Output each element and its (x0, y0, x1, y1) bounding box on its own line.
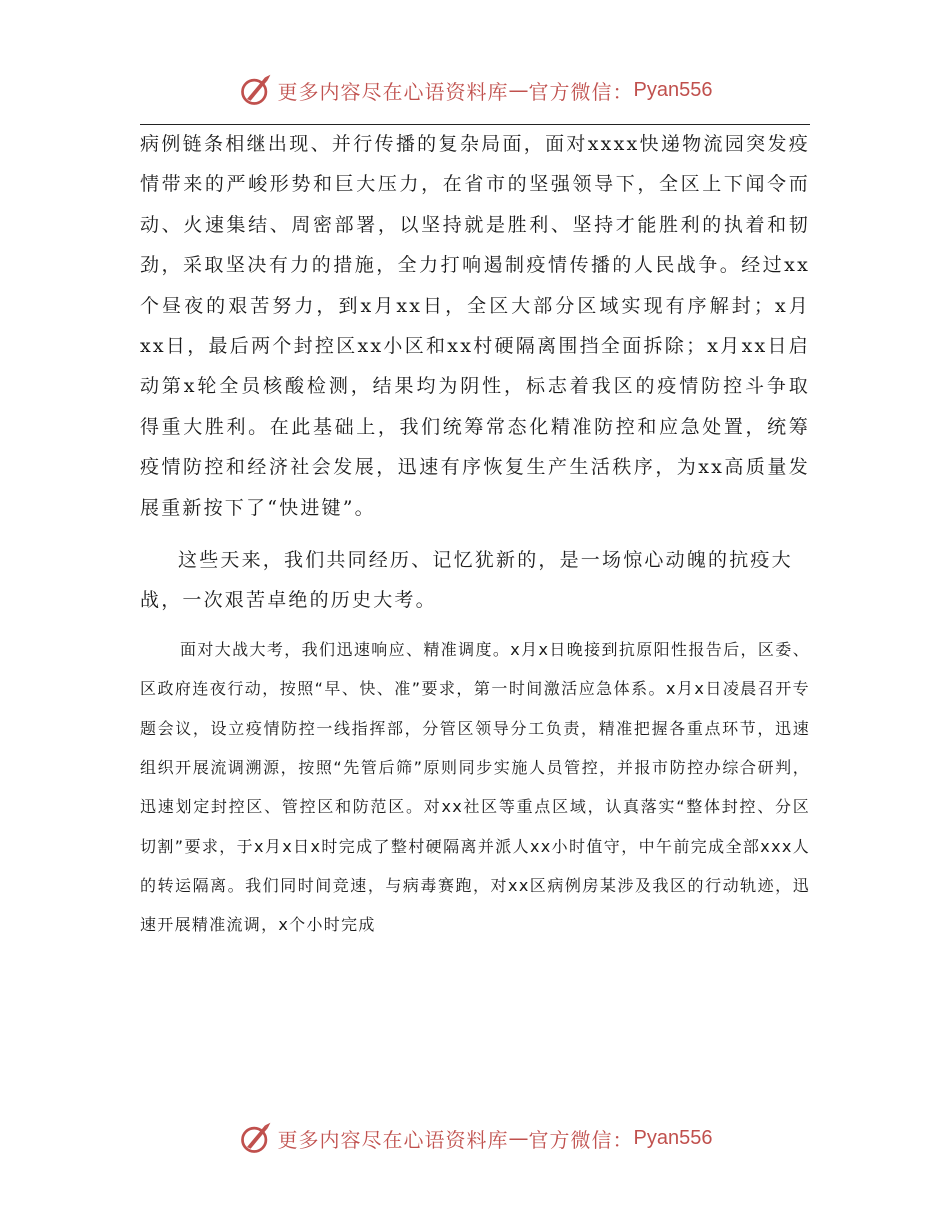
paragraph-3: 面对大战大考，我们迅速响应、精准调度。x月x日晚接到抗原阳性报告后，区委、区政府连夜行动，按照“早、快、准”要求，第一时间激活应急体系。x月x日凌晨召开专题会议，设立疫情防控一线指挥部，分管区领导分工负责，精准把握各重点环节，迅速组织开展流调溯源，按照“先管后筛”原则同步实施人员管控，并报市防控办综合研判，迅速划定封控区、管控区和防范区。对xx社区等重点区域，认真落实“整体封控、分区切割”要求，于x月x日x时完成了整村硬隔离并派人xx小时值守，中午前完成全部xxx人的转运隔离。我们同时间竞速，与病毒赛跑，对xx区病例房某涉及我区的行动轨迹，迅速开展精准流调，x个小时完成 (140, 640, 810, 935)
paragraph-2: 这些天来，我们共同经历、记忆犹新的，是一场惊心动魄的抗疫大战，一次艰苦卓绝的历史大考。 (140, 549, 793, 612)
footer-slogan: 更多内容尽在心语资料库 (277, 1127, 509, 1152)
header-contact-id: Pyan556 (633, 78, 713, 101)
header-banner (0, 70, 950, 110)
footer-contact-label: 官方微信： (528, 1127, 634, 1152)
document-body (140, 124, 810, 944)
header-contact-label: 官方微信： (528, 79, 634, 104)
feather-pen-logo-icon (238, 72, 274, 108)
paragraph-1: 病例链条相继出现、并行传播的复杂局面，面对xxxx快递物流园突发疫情带来的严峻形势和巨大压力，在省市的坚强领导下，全区上下闻令而动、火速集结、周密部署，以坚持就是胜利、坚持才能胜利的执着和韧劲，采取坚决有力的措施，全力打响遏制疫情传播的人民战争。经过xx个昼夜的艰苦努力，到x月xx日，全区大部分区域实现有序解封；x月xx日，最后两个封控区xx小区和xx村硬隔离围挡全面拆除；x月xx日启动第x轮全员核酸检测，结果均为阴性，标志着我区的疫情防控斗争取得重大胜利。在此基础上，我们统筹常态化精准防控和应急处置，统筹疫情防控和经济社会发展，迅速有序恢复生产生活秩序，为xx高质量发展重新按下了“快进键”。 (140, 133, 810, 519)
footer-separator: — (508, 1126, 529, 1150)
header-slogan: 更多内容尽在心语资料库 (277, 79, 509, 104)
footer-banner (0, 1118, 950, 1158)
feather-pen-logo-icon (238, 1120, 274, 1156)
header-separator: — (508, 78, 529, 102)
footer-contact-id: Pyan556 (633, 1126, 713, 1149)
